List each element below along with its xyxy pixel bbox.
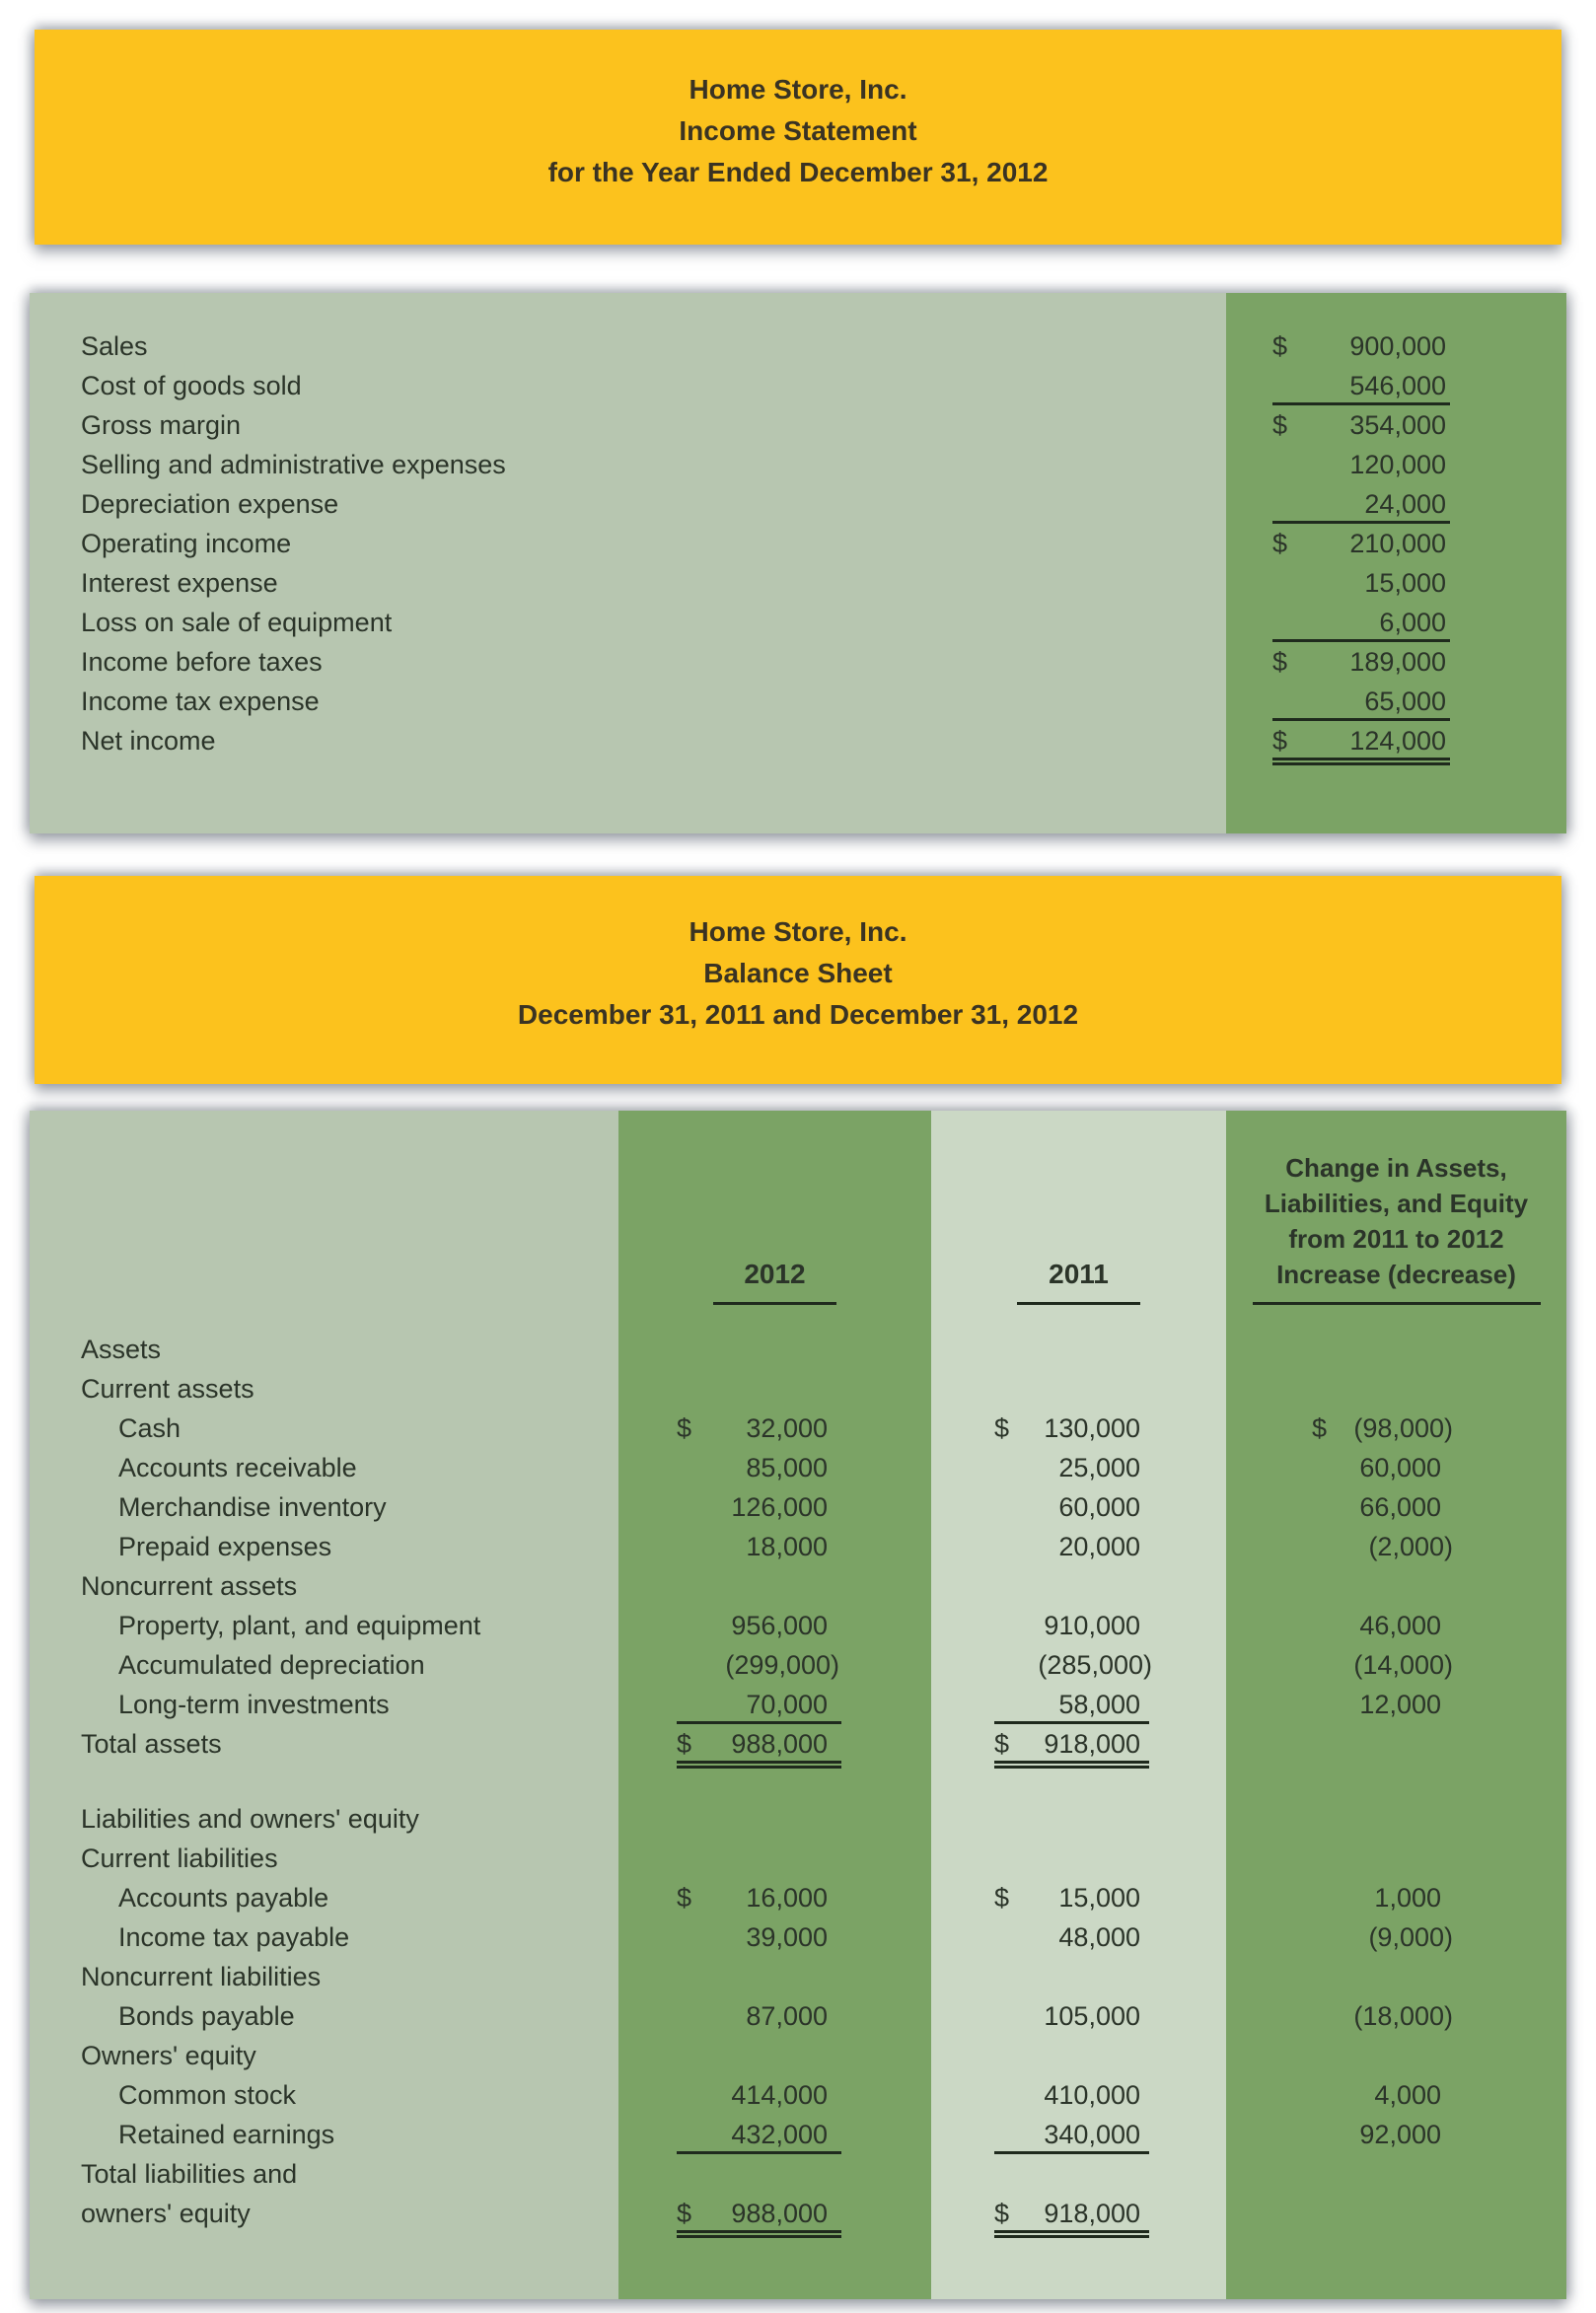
amount-cell-2011 [994,1685,1149,1724]
amount-cell-change [1312,1685,1455,1724]
row-label: Income before taxes [81,647,323,677]
amount-cell-change [1312,1996,1455,2036]
amount-value: 1,000 [1374,1883,1441,1913]
row-label: Liabilities and owners' equity [81,1804,419,1834]
income-statement-rows [30,293,1566,760]
row-label: Retained earnings [118,2120,335,2149]
dollar-sign: $ [1272,726,1288,756]
dollar-sign: $ [1272,647,1288,677]
row-label: Sales [81,331,148,361]
row-label: Current liabilities [81,1843,278,1873]
amount-value: 58,000 [1058,1690,1140,1719]
row-label [81,2154,297,2233]
row-label: Accumulated depreciation [118,1650,425,1680]
amount-value: 87,000 [746,2001,828,2031]
row-label: Gross margin [81,410,242,440]
amount-value: 546,000 [1349,371,1446,400]
column-header-change-line: Change in Assets, [1285,1153,1507,1183]
amount-cell-2012 [677,1527,841,1566]
balance-sheet-row [30,1878,1566,1917]
amount-cell-change [1312,1527,1455,1566]
row-label: Depreciation expense [81,489,339,519]
company-name: Home Store, Inc. [689,74,907,105]
income-statement-row [30,603,1566,642]
amount-value: 210,000 [1349,529,1446,558]
row-label: Net income [81,726,216,756]
row-label: Accounts receivable [118,1453,357,1482]
amount-value: 70,000 [746,1690,828,1719]
amount-value: 918,000 [1044,2199,1140,2228]
amount-cell-2011 [994,2075,1149,2115]
balance-sheet-row [30,1330,1566,1369]
amount-value: 12,000 [1359,1690,1441,1719]
amount-cell-2012 [677,1645,841,1685]
column-header-rule [713,1302,836,1305]
amount-value: 910,000 [1044,1611,1140,1640]
statement-period: December 31, 2011 and December 31, 2012 [517,999,1079,1030]
balance-sheet-row [30,2036,1566,2075]
amount-value: 85,000 [746,1453,828,1482]
column-header-rule [1017,1302,1140,1305]
row-label-line: Total liabilities and [81,2159,298,2189]
amount-cell-2012 [677,1685,841,1724]
column-header-2012 [618,1257,931,1305]
row-spacer [30,1764,1566,1799]
row-label: Long-term investments [118,1690,390,1719]
balance-sheet-rows [30,1330,1566,2233]
balance-sheet-row [30,1685,1566,1724]
amount-value: 900,000 [1349,331,1446,361]
balance-sheet-row [30,2154,1566,2233]
dollar-sign: $ [994,1413,1010,1443]
amount-value: 65,000 [1364,687,1446,716]
amount-value: (18,000) [1353,2001,1453,2031]
row-label: Owners' equity [81,2041,256,2070]
amount-value: 60,000 [1359,1453,1441,1482]
amount-cell-change [1312,1917,1455,1957]
balance-sheet-row [30,1957,1566,1996]
amount-value: 60,000 [1058,1492,1140,1522]
amount-value: 414,000 [731,2080,828,2110]
income-statement-row [30,405,1566,445]
amount-cell-amount [1272,405,1450,445]
amount-cell-2012 [677,1448,841,1487]
amount-value: 46,000 [1359,1611,1441,1640]
statement-title: Balance Sheet [703,958,893,988]
row-label: Property, plant, and equipment [118,1611,481,1640]
dollar-sign: $ [994,1883,1010,1913]
amount-value: 105,000 [1044,2001,1140,2031]
company-name: Home Store, Inc. [689,916,907,947]
dollar-sign: $ [994,2199,1010,2228]
row-label: Loss on sale of equipment [81,608,393,637]
balance-sheet-row [30,1839,1566,1878]
amount-value: 66,000 [1359,1492,1441,1522]
amount-cell-2012 [677,1917,841,1957]
amount-cell-2012 [677,1606,841,1645]
amount-cell-change [1312,2075,1455,2115]
column-header-2011-label: 2011 [1049,1259,1109,1289]
column-header-change-line: Increase (decrease) [1276,1260,1516,1289]
row-label: Operating income [81,529,292,558]
balance-sheet-row [30,1645,1566,1685]
balance-sheet-banner [35,876,1561,1084]
balance-sheet-row [30,1566,1566,1606]
amount-cell-2011 [994,1487,1149,1527]
column-header-change-line: from 2011 to 2012 [1288,1224,1504,1254]
amount-cell-2011 [994,1606,1149,1645]
row-label: Cash [118,1413,181,1443]
amount-value: (9,000) [1368,1922,1453,1952]
amount-cell-change [1312,1878,1455,1917]
amount-value: 20,000 [1058,1532,1140,1561]
amount-cell-2012 [677,1878,841,1917]
amount-cell-change [1312,2115,1455,2154]
row-label: Income tax expense [81,687,320,716]
row-label: Interest expense [81,568,278,598]
column-header-2012-label: 2012 [744,1259,806,1289]
amount-value: 39,000 [746,1922,828,1952]
amount-cell-2011 [994,2194,1149,2233]
amount-cell-amount [1272,563,1450,603]
amount-value: 354,000 [1349,410,1446,440]
income-statement-table [30,293,1566,833]
amount-value: 126,000 [731,1492,828,1522]
amount-value: 25,000 [1058,1453,1140,1482]
amount-value: 4,000 [1374,2080,1441,2110]
row-label-line: owners' equity [81,2199,251,2228]
income-statement-row [30,445,1566,484]
amount-cell-2012 [677,1996,841,2036]
row-label: Prepaid expenses [118,1532,332,1561]
balance-sheet-row [30,1996,1566,2036]
income-statement-row [30,524,1566,563]
amount-value: 92,000 [1359,2120,1441,2149]
row-label: Common stock [118,2080,297,2110]
amount-cell-amount [1272,445,1450,484]
balance-sheet-table [30,1111,1566,2299]
amount-value: (14,000) [1353,1650,1453,1680]
income-statement-row [30,563,1566,603]
income-statement-row [30,484,1566,524]
income-statement-row [30,326,1566,366]
amount-value: 18,000 [746,1532,828,1561]
column-header-change-line: Liabilities, and Equity [1264,1189,1529,1218]
amount-value: 6,000 [1379,608,1446,637]
balance-sheet-row [30,1917,1566,1957]
amount-cell-2012 [677,2194,841,2233]
dollar-sign: $ [994,1729,1010,1759]
balance-sheet-row [30,1448,1566,1487]
amount-cell-2012 [677,2075,841,2115]
amount-cell-2011 [994,1724,1149,1764]
amount-value: 124,000 [1349,726,1446,756]
dollar-sign: $ [677,1729,692,1759]
dollar-sign: $ [1272,529,1288,558]
amount-cell-2012 [677,1409,841,1448]
amount-cell-change [1312,1645,1455,1685]
amount-value: 432,000 [731,2120,828,2149]
amount-cell-2011 [994,1645,1152,1685]
income-statement-banner [35,30,1561,245]
row-label: Accounts payable [118,1883,329,1913]
dollar-sign: $ [1272,410,1288,440]
amount-value: (2,000) [1368,1532,1453,1561]
amount-value: 340,000 [1044,2120,1140,2149]
column-header-change [1226,1150,1566,1305]
amount-value: 130,000 [1044,1413,1140,1443]
income-statement-row [30,366,1566,405]
row-label: Assets [81,1335,162,1364]
amount-value: (98,000) [1353,1413,1453,1443]
balance-sheet-row [30,2075,1566,2115]
amount-value: 16,000 [746,1883,828,1913]
amount-value: 24,000 [1364,489,1446,519]
amount-cell-2012 [677,2115,841,2154]
balance-sheet-row [30,1606,1566,1645]
amount-value: (285,000) [1038,1650,1152,1680]
dollar-sign: $ [677,2199,692,2228]
row-label: Merchandise inventory [118,1492,387,1522]
amount-cell-2012 [677,1724,841,1764]
amount-value: 48,000 [1058,1922,1140,1952]
row-label: Cost of goods sold [81,371,302,400]
amount-value: 120,000 [1349,450,1446,479]
amount-cell-change [1312,1606,1455,1645]
income-statement-row [30,642,1566,682]
amount-cell-2011 [994,1409,1149,1448]
balance-sheet-row [30,1527,1566,1566]
amount-value: 189,000 [1349,647,1446,677]
amount-cell-2011 [994,1917,1149,1957]
amount-value: 410,000 [1044,2080,1140,2110]
amount-cell-amount [1272,603,1450,642]
row-label: Bonds payable [118,2001,295,2031]
column-header-rule [1253,1302,1541,1305]
balance-sheet-row [30,1487,1566,1527]
amount-cell-amount [1272,524,1450,563]
balance-sheet-row [30,1369,1566,1409]
amount-cell-amount [1272,682,1450,721]
amount-cell-2011 [994,1996,1149,2036]
amount-value: 956,000 [731,1611,828,1640]
dollar-sign: $ [1272,331,1288,361]
amount-cell-2012 [677,1487,841,1527]
amount-value: 988,000 [731,2199,828,2228]
column-header-2011 [931,1257,1226,1305]
row-label: Total assets [81,1729,222,1759]
amount-value: 918,000 [1044,1729,1140,1759]
income-statement-row [30,721,1566,760]
amount-cell-2011 [994,1878,1149,1917]
balance-sheet-row [30,1724,1566,1764]
statement-period: for the Year Ended December 31, 2012 [547,157,1049,187]
amount-value: 15,000 [1364,568,1446,598]
dollar-sign: $ [677,1883,692,1913]
statement-title: Income Statement [679,115,917,146]
amount-cell-change [1312,1448,1455,1487]
amount-cell-2011 [994,2115,1149,2154]
balance-sheet-row [30,1799,1566,1839]
balance-sheet-row [30,2115,1566,2154]
row-label: Income tax payable [118,1922,350,1952]
row-label: Selling and administrative expenses [81,450,506,479]
amount-cell-amount [1272,642,1450,682]
amount-cell-change [1312,1409,1455,1448]
row-label: Current assets [81,1374,254,1404]
amount-cell-amount [1272,721,1450,760]
amount-cell-amount [1272,484,1450,524]
row-label: Noncurrent assets [81,1571,298,1601]
dollar-sign: $ [1312,1413,1328,1443]
amount-value: 32,000 [746,1413,828,1443]
amount-cell-2011 [994,1527,1149,1566]
amount-value: 15,000 [1058,1883,1140,1913]
row-label: Noncurrent liabilities [81,1962,322,1991]
amount-cell-amount [1272,366,1450,405]
dollar-sign: $ [677,1413,692,1443]
income-statement-row [30,682,1566,721]
amount-value: 988,000 [731,1729,828,1759]
balance-sheet-row [30,1409,1566,1448]
amount-cell-2011 [994,1448,1149,1487]
amount-cell-amount [1272,326,1450,366]
amount-value: (299,000) [725,1650,839,1680]
amount-cell-change [1312,1487,1455,1527]
